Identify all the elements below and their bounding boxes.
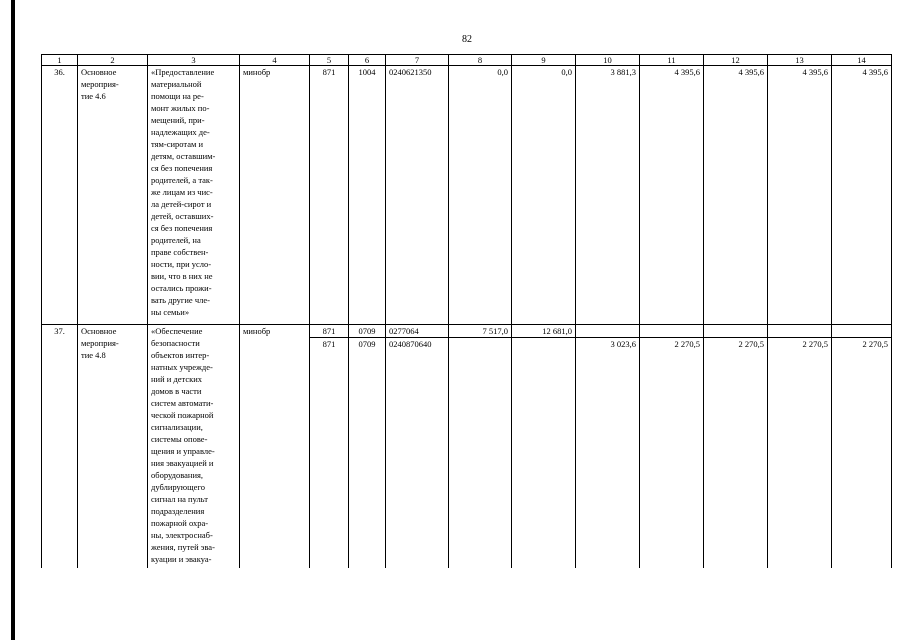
column-header: 7: [386, 55, 449, 66]
section-code: 0709: [349, 325, 386, 338]
grbs-code: 871: [310, 66, 349, 325]
column-header: 12: [704, 55, 768, 66]
measure-description: «Обеспечение безопасности объектов интер- натных учрежде- ний и детских домов в части систем автомати- ческой пожарной сигнализации, системы опове- щения и управле- ния эвакуацией и оборудования, дублирующего сигнал на пульт подразделения пожарной охра- ны, электроснаб- жения, путей эва- куации и эвакуа-: [148, 325, 240, 568]
row-number: 36.: [42, 66, 78, 325]
value-col9: [512, 338, 576, 568]
measure-description: «Предоставление материальной помощи на ре- монт жилых по- мещений, при- надлежащих де- тям-сиротам и детям, оставшим- ся без попечения родителей, а так- же лицам из чис- ла детей-сирот и детей, оставших- ся без попечения родителей, на праве собствен- ности, при усло- вии, что в них не остались прожи- вать другие чле- ны семьи»: [148, 66, 240, 325]
value-col13: 4 395,6: [768, 66, 832, 325]
grbs-code: 871: [310, 325, 349, 338]
column-header: 4: [240, 55, 310, 66]
table-row: [42, 66, 892, 325]
left-margin-bar: [11, 0, 15, 640]
value-col12: [704, 325, 768, 338]
value-col12: 2 270,5: [704, 338, 768, 568]
page-number: 82: [462, 34, 472, 45]
target-article-code: 0240870640: [386, 338, 449, 568]
column-header: 13: [768, 55, 832, 66]
value-col13: [768, 325, 832, 338]
measure-name: Основное мероприя- тие 4.8: [78, 325, 148, 568]
column-header: 1: [42, 55, 78, 66]
value-col11: [640, 325, 704, 338]
value-col12: 4 395,6: [704, 66, 768, 325]
value-col10: [576, 325, 640, 338]
column-header: 10: [576, 55, 640, 66]
value-col9: 0,0: [512, 66, 576, 325]
section-code: 0709: [349, 338, 386, 568]
value-col8: 0,0: [449, 66, 512, 325]
column-header: 6: [349, 55, 386, 66]
value-col14: 4 395,6: [832, 66, 892, 325]
column-header: 5: [310, 55, 349, 66]
column-number-row: [42, 55, 892, 66]
target-article-code: 0277064: [386, 325, 449, 338]
value-col8: [449, 338, 512, 568]
budget-table: [41, 54, 892, 568]
column-header: 11: [640, 55, 704, 66]
value-col14: 2 270,5: [832, 338, 892, 568]
row-number: 37.: [42, 325, 78, 568]
measure-name: Основное мероприя- тие 4.6: [78, 66, 148, 325]
grbs-code: 871: [310, 338, 349, 568]
executor: минобр: [240, 325, 310, 568]
value-col11: 4 395,6: [640, 66, 704, 325]
value-col11: 2 270,5: [640, 338, 704, 568]
executor: минобр: [240, 66, 310, 325]
column-header: 14: [832, 55, 892, 66]
column-header: 2: [78, 55, 148, 66]
value-col10: 3 023,6: [576, 338, 640, 568]
value-col8: 7 517,0: [449, 325, 512, 338]
table-row: [42, 325, 892, 338]
column-header: 3: [148, 55, 240, 66]
value-col10: 3 881,3: [576, 66, 640, 325]
value-col9: 12 681,0: [512, 325, 576, 338]
value-col14: [832, 325, 892, 338]
section-code: 1004: [349, 66, 386, 325]
column-header: 9: [512, 55, 576, 66]
column-header: 8: [449, 55, 512, 66]
target-article-code: 0240621350: [386, 66, 449, 325]
value-col13: 2 270,5: [768, 338, 832, 568]
